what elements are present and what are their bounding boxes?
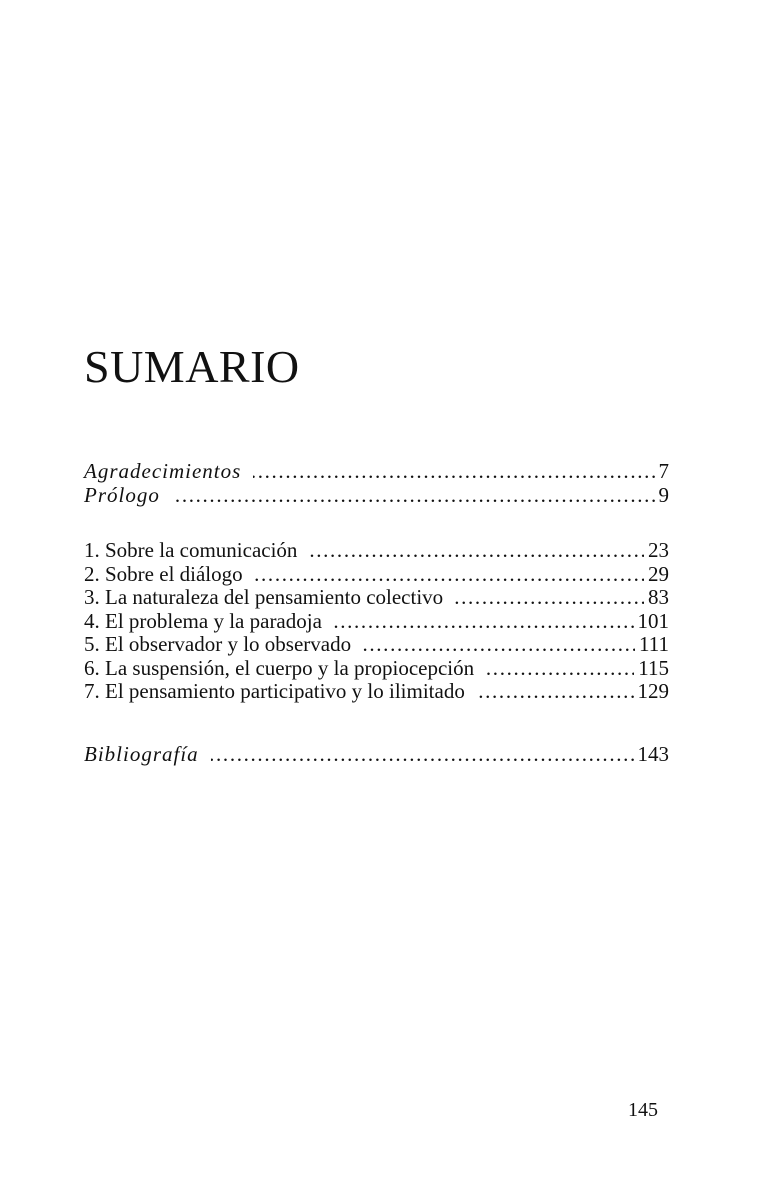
toc-entry-chapter-3 (84, 586, 669, 610)
toc-entry-page: 7 (658, 459, 669, 483)
toc-entry-page: 9 (658, 482, 669, 507)
page-title: SUMARIO (84, 341, 300, 392)
dot-leader (172, 484, 655, 508)
toc-entry-label: Agradecimientos (84, 459, 242, 483)
toc-entry-label: 1. Sobre la comunicación (84, 538, 298, 562)
toc-entry-chapter-1 (84, 539, 669, 563)
toc-entry-page: 111 (639, 632, 669, 656)
toc-entry-chapter-6 (84, 657, 669, 681)
toc-front-matter (84, 460, 669, 507)
toc-entry-chapter-5 (84, 633, 669, 657)
dot-leader (211, 743, 634, 767)
dot-leader (477, 680, 634, 704)
toc-entry-page: 115 (638, 655, 669, 680)
toc-entry-label: Prólogo (84, 482, 160, 507)
toc-entry-page: 129 (637, 679, 669, 703)
toc-entry-bibliografia (84, 743, 669, 767)
toc-entry-label: 7. El pensamiento participativo y lo ilimitado (84, 679, 465, 703)
dot-leader (253, 460, 654, 484)
page-number: 145 (628, 1099, 658, 1121)
toc-entry-agradecimientos (84, 460, 669, 484)
toc-back-matter (84, 743, 669, 767)
toc-entry-chapter-2 (84, 563, 669, 587)
dot-leader (309, 539, 644, 563)
toc-entry-page: 101 (637, 608, 669, 633)
toc-entry-page: 143 (637, 742, 669, 766)
toc-entry-prologo (84, 484, 669, 508)
toc-entry-label: 5. El observador y lo observado (84, 632, 352, 656)
toc-chapters (84, 539, 669, 704)
toc-entry-page: 29 (648, 561, 669, 586)
dot-leader (255, 563, 644, 587)
toc-entry-label: 3. La naturaleza del pensamiento colectivo (84, 585, 444, 609)
dot-leader (455, 586, 644, 610)
toc-entry-label: 2. Sobre el diálogo (84, 561, 243, 586)
toc-entry-page: 23 (648, 538, 669, 562)
toc-entry-label: Bibliografía (84, 742, 199, 766)
toc-entry-chapter-7 (84, 680, 669, 704)
toc-entry-page: 83 (648, 585, 669, 609)
toc-entry-label: 6. La suspensión, el cuerpo y la propiocepción (84, 655, 475, 680)
toc-entry-chapter-4 (84, 610, 669, 634)
dot-leader (334, 610, 634, 634)
toc-entry-label: 4. El problema y la paradoja (84, 608, 322, 633)
dot-leader (486, 657, 634, 681)
dot-leader (363, 633, 635, 657)
